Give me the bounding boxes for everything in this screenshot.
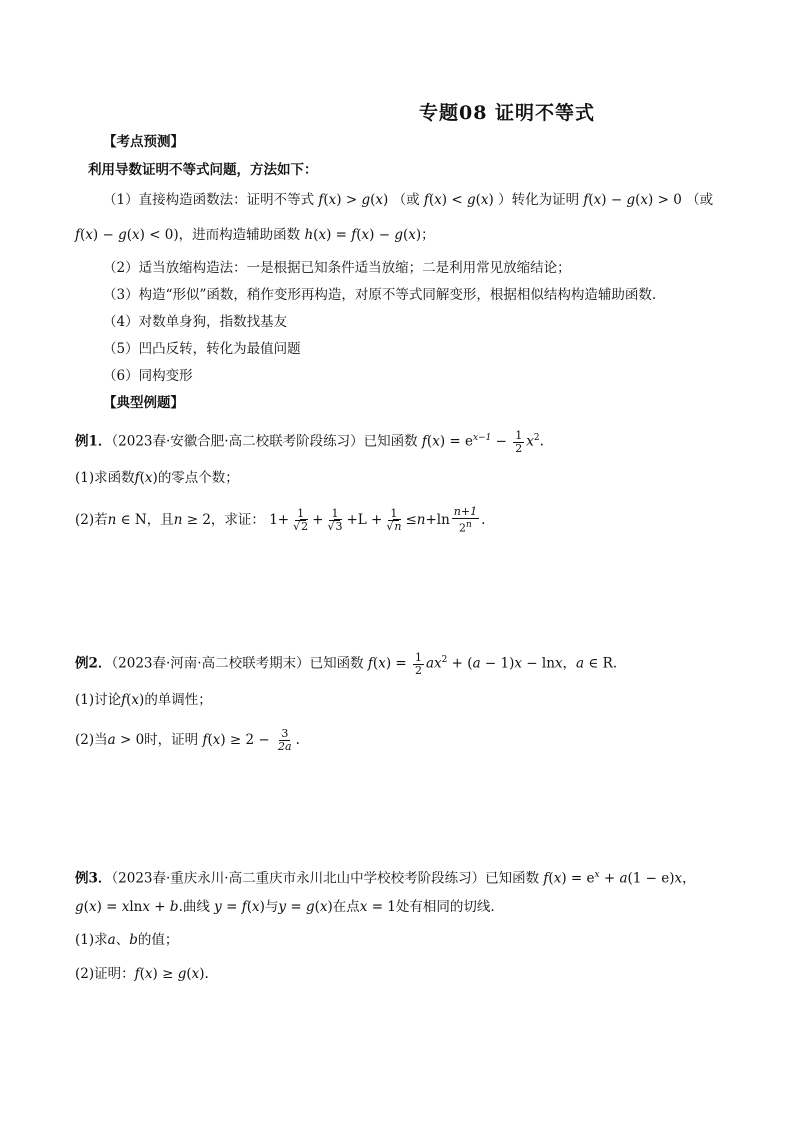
- example-3-header: 例3．（2023春·重庆永川·高二重庆市永川北山中学校校考阶段练习）已知函数 $f(x) = e^x + a(1 - e)x$，: [75, 870, 696, 887]
- method-1-line-1: （1）直接构造函数法：证明不等式 f(x) > g(x) （或 f(x) < g(x) ）转化为证明 f(x) − g(x) > 0 （或: [103, 192, 714, 208]
- method-3: （3）构造“形似”函数，稍作变形再构造，对原不等式同解变形，根据相似结构构造辅助函数.: [103, 287, 657, 303]
- intro-text: 利用导数证明不等式问题，方法如下：: [88, 162, 318, 178]
- example-3-question-2: (2)证明：f(x) ≥ g(x).: [75, 966, 209, 982]
- section-heading-examples: 【典型例题】: [103, 395, 184, 411]
- page-title: 专题08 证明不等式: [418, 102, 596, 124]
- example-1-question-1: (1)求函数f(x)的零点个数；: [75, 470, 239, 486]
- example-3-question-1: (1)求a、b的值；: [75, 932, 179, 948]
- method-5: （5）凹凸反转，转化为最值问题: [103, 341, 301, 357]
- example-2-question-1: (1)讨论f(x)的单调性；: [75, 692, 212, 708]
- method-6: （6）同构变形: [103, 368, 193, 384]
- method-1-line-2: f(x) − g(x) < 0)，进而构造辅助函数 h(x) = f(x) − g(x)；: [75, 227, 435, 243]
- example-2-header: 例2．（2023春·河南·高二校联考期末）已知函数 f(x) = $\frac{1}{2}$ $ax^2 + (a - 1)x - \ln x$，a ∈ R.: [75, 650, 618, 677]
- method-2: （2）适当放缩构造法：一是根据已知条件适当放缩；二是利用常见放缩结论；: [103, 260, 571, 276]
- example-3-line-2: g(x) = xlnx + b.曲线 y = f(x)与y = g(x)在点x = 1处有相同的切线.: [75, 899, 495, 915]
- example-1-question-2: (2)若n ∈ N，且n ≥ 2，求证： 1+ $\frac{1}{√2}$ + $\frac{1}{√3}$ +L + $\frac{1}{√n}$ ≤n+ln $\frac{n+1}{2^n}$ .: [75, 505, 486, 535]
- section-heading-predict: 【考点预测】: [103, 134, 184, 150]
- example-2-question-2: (2)当a > 0时，证明 f(x) ≥ 2 − $\frac{3}{2a}$ .: [75, 727, 300, 753]
- example-1-header: 例1．（2023春·安徽合肥·高二校联考阶段练习）已知函数 $f(x) = e^{x-1}$ − $\frac{1}{2}$ $x^2$.: [75, 428, 544, 455]
- method-4: （4）对数单身狗，指数找基友: [103, 314, 288, 330]
